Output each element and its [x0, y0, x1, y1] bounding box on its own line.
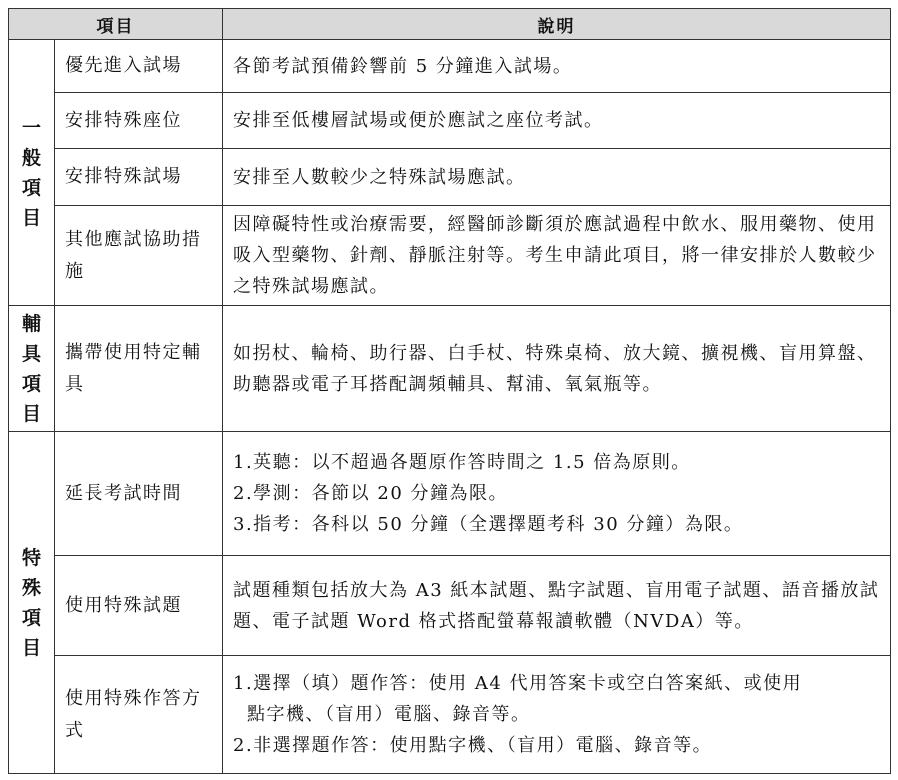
- description-cell: 安排至低樓層試場或便於應試之座位考試。: [223, 93, 891, 149]
- description-cell: 安排至人數較少之特殊試場應試。: [223, 149, 891, 206]
- description-line: 點字機、（盲用）電腦、錄音等。: [247, 704, 531, 725]
- description-cell: [223, 432, 891, 556]
- table-row: [9, 556, 891, 656]
- item-cell: 安排特殊座位: [55, 93, 223, 149]
- description-cell: [223, 656, 891, 774]
- item-cell: 延長考試時間: [55, 432, 223, 556]
- accommodations-table: [8, 8, 891, 774]
- category-general: 一般項目: [9, 40, 55, 306]
- header-description: 說明: [223, 9, 891, 40]
- description-cell: 試題種類包括放大為 A3 紙本試題、點字試題、盲用電子試題、語音播放試題、電子試題 Word 格式搭配螢幕報讀軟體（NVDA）等。: [223, 556, 891, 656]
- description-cell: 如拐杖、輪椅、助行器、白手杖、特殊桌椅、放大鏡、擴視機、盲用算盤、助聽器或電子耳搭配調頻輔具、幫浦、氧氣瓶等。: [223, 306, 891, 432]
- header-row: [9, 9, 891, 40]
- category-special: 特殊項目: [9, 432, 55, 774]
- table-row: [9, 40, 891, 93]
- item-cell: 攜帶使用特定輔具: [55, 306, 223, 432]
- description-cell: 各節考試預備鈴響前 5 分鐘進入試場。: [223, 40, 891, 93]
- item-cell: 其他應試協助措施: [55, 206, 223, 306]
- description-line: 1.英聽：以不超過各題原作答時間之 1.5 倍為原則。: [233, 452, 691, 473]
- header-item: 項目: [9, 9, 223, 40]
- item-cell: 安排特殊試場: [55, 149, 223, 206]
- description-line: 2.非選擇題作答：使用點字機、（盲用）電腦、錄音等。: [233, 735, 713, 756]
- table-row: [9, 206, 891, 306]
- table-row: [9, 149, 891, 206]
- item-cell: 優先進入試場: [55, 40, 223, 93]
- description-line: 2.學測：各節以 20 分鐘為限。: [233, 483, 509, 504]
- description-cell: 因障礙特性或治療需要，經醫師診斷須於應試過程中飲水、服用藥物、使用吸入型藥物、針劑、靜脈注射等。考生申請此項目，將一律安排於人數較少之特殊試場應試。: [223, 206, 891, 306]
- item-cell: 使用特殊試題: [55, 556, 223, 656]
- table-row: [9, 306, 891, 432]
- description-line: 3.指考：各科以 50 分鐘（全選擇題考科 30 分鐘）為限。: [233, 514, 744, 535]
- table-row: [9, 93, 891, 149]
- item-cell: 使用特殊作答方式: [55, 656, 223, 774]
- category-aids: 輔具項目: [9, 306, 55, 432]
- description-line: 1.選擇（填）題作答：使用 A4 代用答案卡或空白答案紙、或使用: [233, 673, 803, 694]
- table-row: [9, 656, 891, 774]
- table-row: [9, 432, 891, 556]
